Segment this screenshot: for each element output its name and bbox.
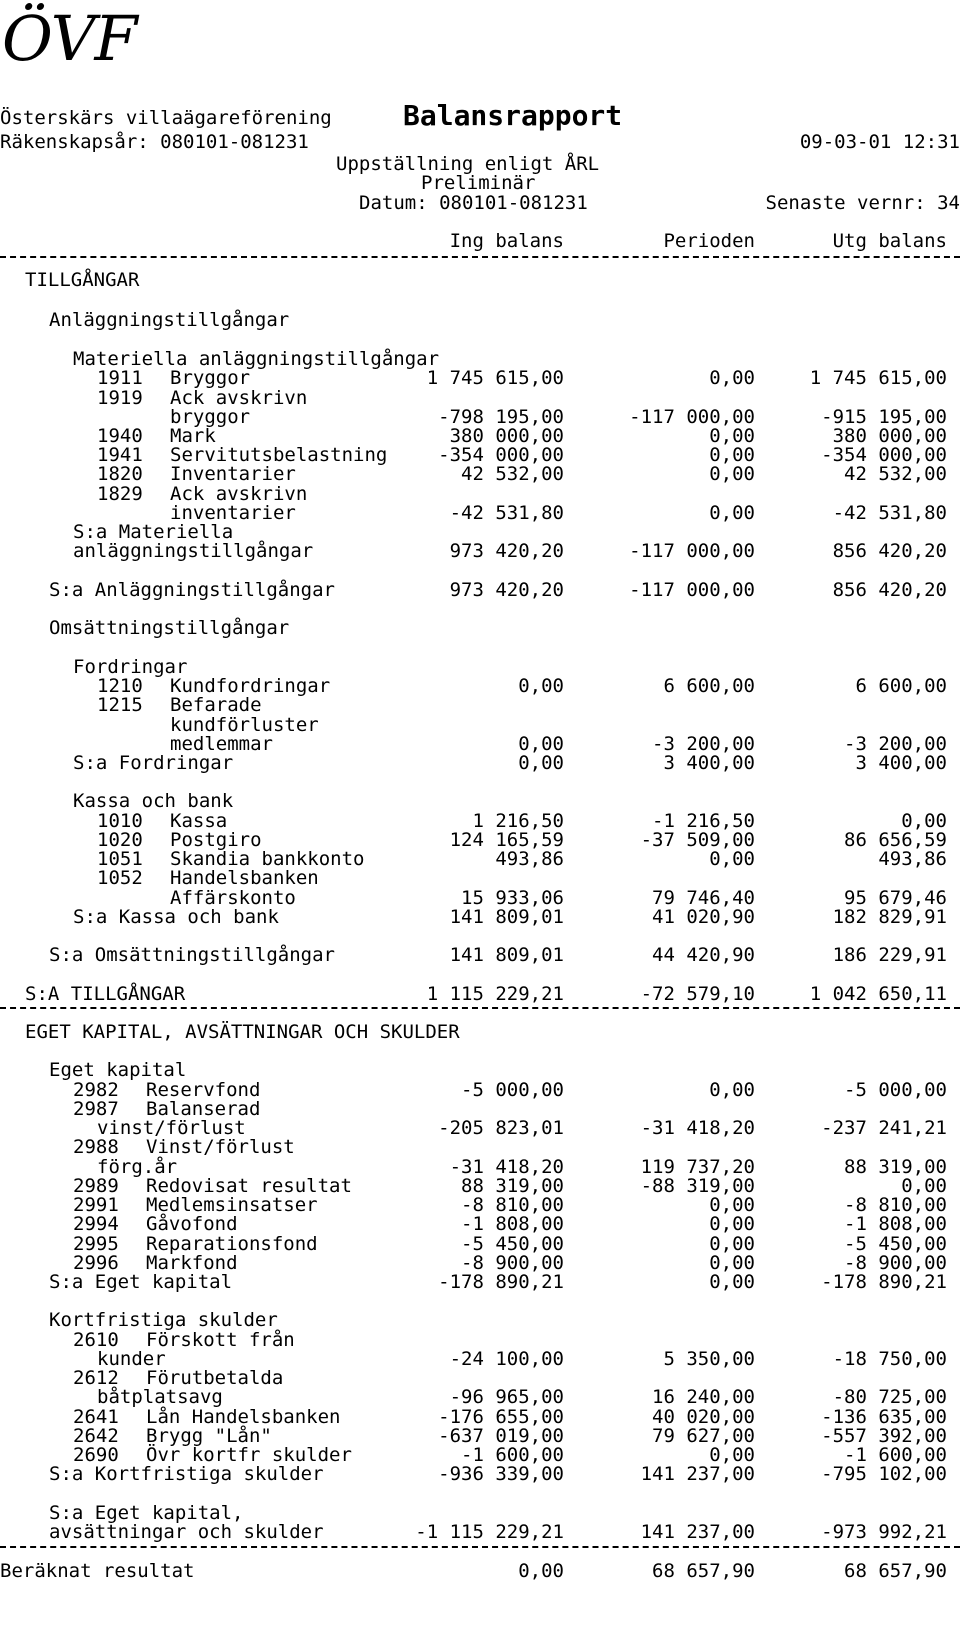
report-row — [0, 1099, 960, 1119]
row-label: Lån Handelsbanken — [146, 1406, 341, 1428]
row-label: Affärskonto — [170, 887, 296, 909]
row-label: S:a Omsättningstillgångar — [49, 944, 335, 966]
row-label: Servitutsbelastning — [170, 444, 388, 466]
period-value: -117 000,00 — [629, 579, 755, 601]
row-label: S:a Fordringar — [73, 752, 234, 774]
period-value: 0,00 — [709, 463, 755, 485]
period-value: 44 420,90 — [652, 944, 755, 966]
closing-balance-value: 0,00 — [901, 810, 947, 832]
row-label: Ack avskrivn — [170, 387, 308, 409]
row-label: Mark — [170, 425, 216, 447]
account-number: 1919 — [97, 387, 143, 409]
closing-balance-value: -5 000,00 — [844, 1079, 947, 1101]
opening-balance-value: -205 823,01 — [438, 1117, 564, 1139]
closing-balance-value: 6 600,00 — [855, 675, 947, 697]
row-label: EGET KAPITAL, AVSÄTTNINGAR OCH SKULDER — [25, 1021, 460, 1043]
report-row — [0, 503, 960, 523]
period-value: 141 237,00 — [640, 1521, 755, 1543]
account-number: 2996 — [73, 1252, 119, 1274]
closing-balance-value: 0,00 — [901, 1175, 947, 1197]
opening-balance-value: 0,00 — [518, 1560, 564, 1582]
row-label: Ack avskrivn — [170, 483, 308, 505]
row-label: Gåvofond — [146, 1213, 238, 1235]
account-number: 2989 — [73, 1175, 119, 1197]
period-value: 40 020,00 — [652, 1406, 755, 1428]
account-number: 2610 — [73, 1329, 119, 1351]
opening-balance-value: 1 115 229,21 — [426, 983, 564, 1005]
report-row — [0, 1060, 960, 1080]
period-value: -88 319,00 — [640, 1175, 755, 1197]
closing-balance-value: -557 392,00 — [821, 1425, 947, 1447]
closing-balance-value: -237 241,21 — [821, 1117, 947, 1139]
row-label: S:a Eget kapital — [49, 1271, 233, 1293]
opening-balance-value: 1 745 615,00 — [426, 367, 564, 389]
report-row — [0, 1349, 960, 1369]
opening-balance-value: -178 890,21 — [438, 1271, 564, 1293]
report-row — [0, 791, 960, 811]
report-row — [0, 868, 960, 888]
account-number: 1010 — [97, 810, 143, 832]
report-row — [0, 1157, 960, 1177]
report-row — [0, 1137, 960, 1157]
column-header-closing-balance: Utg balans — [832, 230, 947, 252]
opening-balance-value: 973 420,20 — [449, 540, 564, 562]
row-label: Bryggor — [170, 367, 251, 389]
report-row — [0, 1561, 960, 1581]
report-row — [0, 1176, 960, 1196]
account-number: 2641 — [73, 1406, 119, 1428]
row-label: Vinst/förlust — [146, 1136, 295, 1158]
period-value: 3 400,00 — [663, 752, 755, 774]
report-row — [0, 1387, 960, 1407]
opening-balance-value: 380 000,00 — [449, 425, 564, 447]
opening-balance-value: 141 809,01 — [449, 944, 564, 966]
row-label: Materiella anläggningstillgångar — [73, 348, 440, 370]
closing-balance-value: 86 656,59 — [844, 829, 947, 851]
report-row — [0, 1080, 960, 1100]
opening-balance-value: 124 165,59 — [449, 829, 564, 851]
row-label: Skandia bankkonto — [170, 848, 365, 870]
report-row — [0, 1272, 960, 1292]
row-label: vinst/förlust — [97, 1117, 246, 1139]
row-label: Handelsbanken — [170, 867, 319, 889]
period-value: -1 216,50 — [652, 810, 755, 832]
opening-balance-value: 0,00 — [518, 733, 564, 755]
account-number: 1911 — [97, 367, 143, 389]
report-row — [0, 1195, 960, 1215]
opening-balance-value: -8 900,00 — [461, 1252, 564, 1274]
closing-balance-value: -3 200,00 — [844, 733, 947, 755]
row-label: S:a Materiella — [73, 521, 234, 543]
header-separator — [0, 256, 960, 258]
closing-balance-value: -973 992,21 — [821, 1521, 947, 1543]
row-label: Anläggningstillgångar — [49, 309, 290, 331]
row-label: Postgiro — [170, 829, 262, 851]
opening-balance-value: 42 532,00 — [461, 463, 564, 485]
account-number: 2612 — [73, 1367, 119, 1389]
closing-balance-value: -18 750,00 — [832, 1348, 947, 1370]
period-value: 0,00 — [709, 367, 755, 389]
report-row — [0, 426, 960, 446]
report-row — [0, 1503, 960, 1523]
row-label: Förskott från — [146, 1329, 295, 1351]
report-row — [0, 1445, 960, 1465]
report-row — [0, 734, 960, 754]
report-row — [0, 695, 960, 715]
account-number: 1020 — [97, 829, 143, 851]
closing-balance-value: -1 808,00 — [844, 1213, 947, 1235]
period-value: -37 509,00 — [640, 829, 755, 851]
period-value: -3 200,00 — [652, 733, 755, 755]
report-row — [0, 888, 960, 908]
layout-standard: Uppställning enligt ÅRL — [336, 153, 600, 175]
row-label: Omsättningstillgångar — [49, 617, 290, 639]
account-number: 1829 — [97, 483, 143, 505]
row-label: kunder — [97, 1348, 166, 1370]
opening-balance-value: -24 100,00 — [449, 1348, 564, 1370]
row-label: Fordringar — [73, 656, 188, 678]
row-label: medlemmar — [170, 733, 273, 755]
period-value: 79 627,00 — [652, 1425, 755, 1447]
report-row — [0, 676, 960, 696]
closing-balance-value: 186 229,91 — [832, 944, 947, 966]
period-value: 0,00 — [709, 1213, 755, 1235]
print-timestamp: 09-03-01 12:31 — [799, 131, 960, 153]
row-label: Kassa och bank — [73, 790, 234, 812]
report-row — [0, 1407, 960, 1427]
opening-balance-value: -8 810,00 — [461, 1194, 564, 1216]
row-label: förg.år — [97, 1156, 178, 1178]
opening-balance-value: -176 655,00 — [438, 1406, 564, 1428]
opening-balance-value: -1 115 229,21 — [415, 1521, 564, 1543]
report-row — [0, 1253, 960, 1273]
report-row — [0, 657, 960, 677]
closing-balance-value: -1 600,00 — [844, 1444, 947, 1466]
report-row — [0, 1234, 960, 1254]
opening-balance-value: -798 195,00 — [438, 406, 564, 428]
closing-balance-value: -354 000,00 — [821, 444, 947, 466]
opening-balance-value: -31 418,20 — [449, 1156, 564, 1178]
column-header-period: Perioden — [663, 230, 755, 252]
report-row — [0, 484, 960, 504]
period-value: 0,00 — [709, 1079, 755, 1101]
report-row — [0, 464, 960, 484]
row-label: Reparationsfond — [146, 1233, 318, 1255]
row-label: Förutbetalda — [146, 1367, 284, 1389]
period-value: 0,00 — [709, 1444, 755, 1466]
report-row — [0, 811, 960, 831]
report-date: Datum: 080101-081231 — [359, 192, 588, 214]
account-number: 2690 — [73, 1444, 119, 1466]
closing-balance-value: 493,86 — [878, 848, 947, 870]
period-value: 6 600,00 — [663, 675, 755, 697]
period-value: 0,00 — [709, 848, 755, 870]
closing-balance-value: 856 420,20 — [832, 579, 947, 601]
report-row — [0, 907, 960, 927]
report-row — [0, 388, 960, 408]
closing-balance-value: -80 725,00 — [832, 1386, 947, 1408]
opening-balance-value: 493,86 — [495, 848, 564, 870]
row-label: S:a Kortfristiga skulder — [49, 1463, 324, 1485]
row-label: Markfond — [146, 1252, 238, 1274]
account-number: 2991 — [73, 1194, 119, 1216]
account-number: 1820 — [97, 463, 143, 485]
period-value: 0,00 — [709, 425, 755, 447]
opening-balance-value: 0,00 — [518, 752, 564, 774]
account-number: 2988 — [73, 1136, 119, 1158]
row-label: kundförluster — [170, 714, 319, 736]
row-label: S:a Kassa och bank — [73, 906, 279, 928]
period-value: 5 350,00 — [663, 1348, 755, 1370]
closing-balance-value: -136 635,00 — [821, 1406, 947, 1428]
report-row — [0, 849, 960, 869]
closing-balance-value: 88 319,00 — [844, 1156, 947, 1178]
report-row — [0, 753, 960, 773]
report-row — [0, 715, 960, 735]
closing-balance-value: -178 890,21 — [821, 1271, 947, 1293]
report-row — [0, 1368, 960, 1388]
row-label: S:a Eget kapital, — [49, 1502, 244, 1524]
opening-balance-value: -936 339,00 — [438, 1463, 564, 1485]
account-number: 2987 — [73, 1098, 119, 1120]
report-title: Balansrapport — [403, 99, 623, 132]
row-label: Eget kapital — [49, 1059, 187, 1081]
opening-balance-value: 973 420,20 — [449, 579, 564, 601]
account-number: 2642 — [73, 1425, 119, 1447]
opening-balance-value: -5 450,00 — [461, 1233, 564, 1255]
account-number: 2994 — [73, 1213, 119, 1235]
row-label: Kortfristiga skulder — [49, 1309, 278, 1331]
opening-balance-value: -1 600,00 — [461, 1444, 564, 1466]
row-label: Beräknat resultat — [0, 1560, 195, 1582]
report-row — [0, 407, 960, 427]
closing-balance-value: 380 000,00 — [832, 425, 947, 447]
ovf-logo: ÖVF — [2, 2, 137, 75]
report-row — [0, 368, 960, 388]
period-value: 141 237,00 — [640, 1463, 755, 1485]
report-row — [0, 445, 960, 465]
period-value: 0,00 — [709, 1271, 755, 1293]
report-row — [0, 1522, 960, 1542]
closing-balance-value: 1 745 615,00 — [809, 367, 947, 389]
closing-balance-value: 3 400,00 — [855, 752, 947, 774]
fiscal-year: Räkenskapsår: 080101-081231 — [0, 131, 309, 153]
report-row — [0, 1118, 960, 1138]
report-row — [0, 1310, 960, 1330]
row-label: Medlemsinsatser — [146, 1194, 318, 1216]
last-verification-number: Senaste vernr: 34 — [765, 192, 960, 214]
period-value: 68 657,90 — [652, 1560, 755, 1582]
report-row — [0, 1214, 960, 1234]
row-label: Befarade — [170, 694, 262, 716]
period-value: 0,00 — [709, 1233, 755, 1255]
row-label: Kundfordringar — [170, 675, 331, 697]
report-row — [0, 541, 960, 561]
account-number: 1051 — [97, 848, 143, 870]
period-value: 16 240,00 — [652, 1386, 755, 1408]
opening-balance-value: 88 319,00 — [461, 1175, 564, 1197]
closing-balance-value: 95 679,46 — [844, 887, 947, 909]
account-number: 1210 — [97, 675, 143, 697]
period-value: -31 418,20 — [640, 1117, 755, 1139]
opening-balance-value: -637 019,00 — [438, 1425, 564, 1447]
row-label: Kassa — [170, 810, 228, 832]
account-number: 1941 — [97, 444, 143, 466]
closing-balance-value: -42 531,80 — [832, 502, 947, 524]
row-label: avsättningar och skulder — [49, 1521, 324, 1543]
closing-balance-value: 856 420,20 — [832, 540, 947, 562]
column-header-opening-balance: Ing balans — [449, 230, 564, 252]
opening-balance-value: 1 216,50 — [472, 810, 564, 832]
report-row — [0, 1330, 960, 1350]
opening-balance-value: 0,00 — [518, 675, 564, 697]
report-row — [0, 830, 960, 850]
row-label: båtplatsavg — [97, 1386, 223, 1408]
closing-balance-value: -8 810,00 — [844, 1194, 947, 1216]
closing-balance-value: 182 829,91 — [832, 906, 947, 928]
report-row — [0, 945, 960, 965]
closing-balance-value: 1 042 650,11 — [809, 983, 947, 1005]
period-value: 0,00 — [709, 502, 755, 524]
row-label: inventarier — [170, 502, 296, 524]
opening-balance-value: -96 965,00 — [449, 1386, 564, 1408]
report-row — [0, 1426, 960, 1446]
report-row — [0, 310, 960, 330]
account-number: 1940 — [97, 425, 143, 447]
assets-separator — [0, 1007, 960, 1009]
row-label: Övr kortfr skulder — [146, 1444, 352, 1466]
report-row — [0, 1464, 960, 1484]
report-row — [0, 580, 960, 600]
row-label: TILLGÅNGAR — [25, 269, 140, 291]
account-number: 1215 — [97, 694, 143, 716]
closing-balance-value: 42 532,00 — [844, 463, 947, 485]
row-label: Reservfond — [146, 1079, 261, 1101]
account-number: 2995 — [73, 1233, 119, 1255]
period-value: 0,00 — [709, 444, 755, 466]
row-label: Redovisat resultat — [146, 1175, 352, 1197]
totals-separator — [0, 1546, 960, 1548]
closing-balance-value: -795 102,00 — [821, 1463, 947, 1485]
row-label: anläggningstillgångar — [73, 540, 314, 562]
report-row — [0, 618, 960, 638]
report-row — [0, 522, 960, 542]
row-label: Balanserad — [146, 1098, 261, 1120]
period-value: 0,00 — [709, 1194, 755, 1216]
period-value: -72 579,10 — [640, 983, 755, 1005]
report-row — [0, 1022, 960, 1042]
row-label: S:A TILLGÅNGAR — [25, 983, 186, 1005]
report-row — [0, 984, 960, 1004]
report-status: Preliminär — [421, 172, 536, 194]
report-row — [0, 349, 960, 369]
account-number: 1052 — [97, 867, 143, 889]
closing-balance-value: 68 657,90 — [844, 1560, 947, 1582]
opening-balance-value: -5 000,00 — [461, 1079, 564, 1101]
opening-balance-value: 15 933,06 — [461, 887, 564, 909]
opening-balance-value: -354 000,00 — [438, 444, 564, 466]
report-row — [0, 270, 960, 290]
closing-balance-value: -915 195,00 — [821, 406, 947, 428]
period-value: -117 000,00 — [629, 540, 755, 562]
closing-balance-value: -8 900,00 — [844, 1252, 947, 1274]
closing-balance-value: -5 450,00 — [844, 1233, 947, 1255]
row-label: bryggor — [170, 406, 251, 428]
opening-balance-value: -1 808,00 — [461, 1213, 564, 1235]
opening-balance-value: -42 531,80 — [449, 502, 564, 524]
period-value: 119 737,20 — [640, 1156, 755, 1178]
row-label: Brygg "Lån" — [146, 1425, 272, 1447]
account-number: 2982 — [73, 1079, 119, 1101]
opening-balance-value: 141 809,01 — [449, 906, 564, 928]
row-label: Inventarier — [170, 463, 296, 485]
period-value: 0,00 — [709, 1252, 755, 1274]
organization-name: Österskärs villaägareförening — [0, 107, 332, 129]
period-value: -117 000,00 — [629, 406, 755, 428]
period-value: 41 020,90 — [652, 906, 755, 928]
period-value: 79 746,40 — [652, 887, 755, 909]
row-label: S:a Anläggningstillgångar — [49, 579, 335, 601]
